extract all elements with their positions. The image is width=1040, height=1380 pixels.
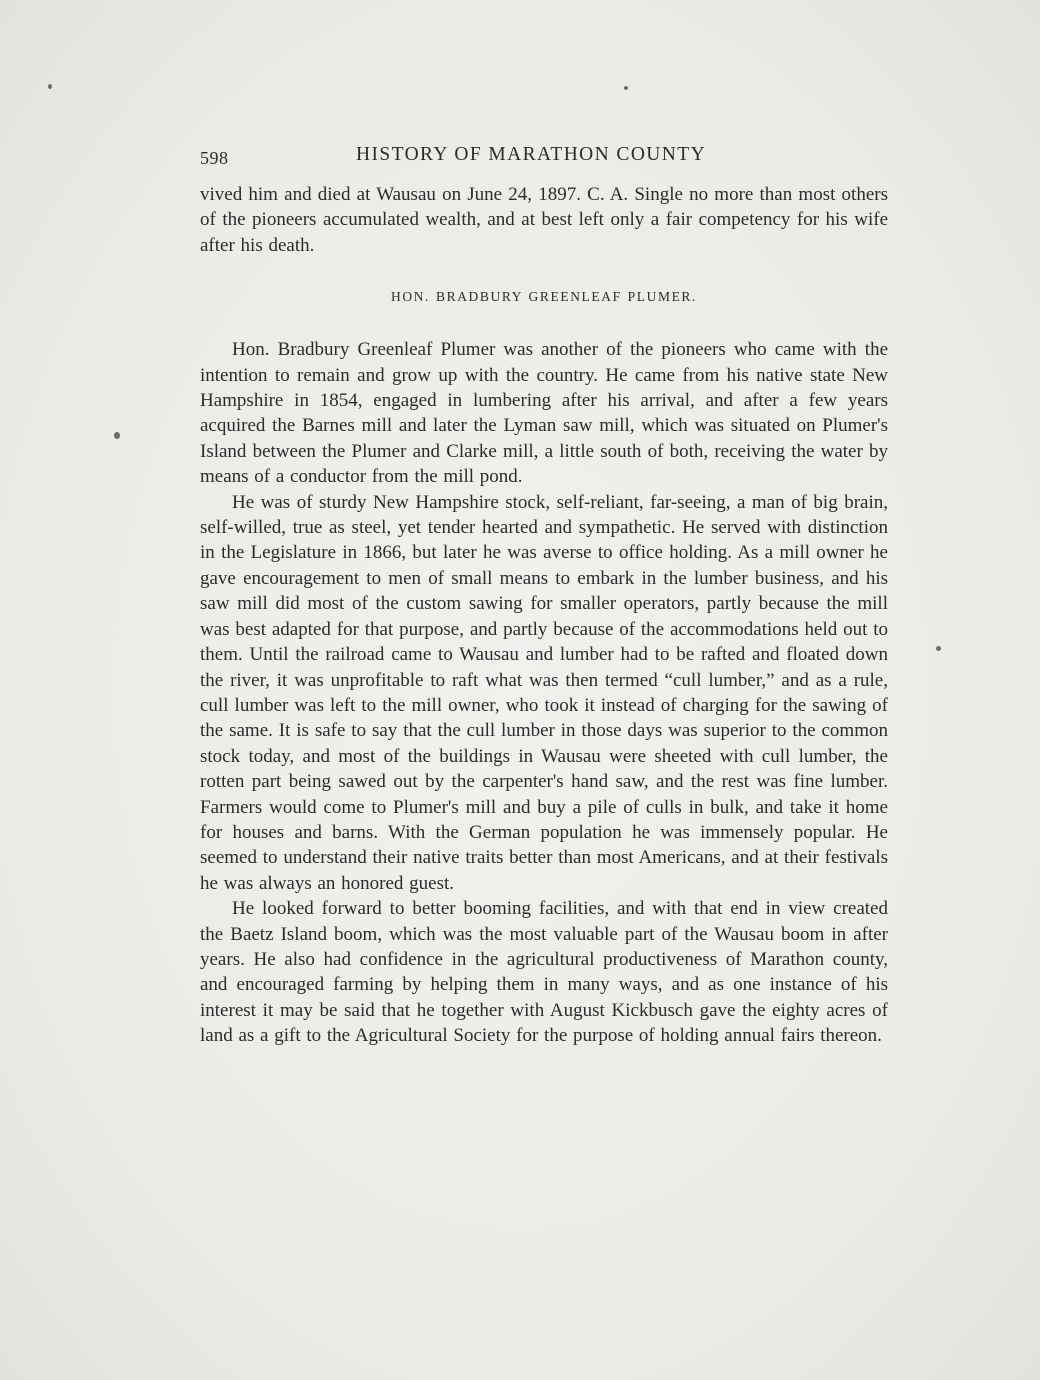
page-header [198,144,888,174]
paragraph: Hon. Bradbury Greenleaf Plumer was another of the pioneers who came with the intention to remain and grow up with the country. He came from his native state New Hampshire in 1854, engaged in lumbering after his arrival, and after a few years acquired the Barnes mill and later the Lyman saw mill, which was situated on Plumer's Island between the Plumer and Clarke mill, a little south of both, receiving the water by means of a conductor from the mill pond. [200,339,888,488]
paper-speck [936,646,941,651]
section-heading: HON. BRADBURY GREENLEAF PLUMER. [391,289,697,305]
paper-speck [48,84,52,89]
paper-speck [114,432,120,439]
running-title: HISTORY OF MARATHON COUNTY [356,144,707,165]
paper-speck [624,86,628,90]
intro-paragraph: vived him and died at Wausau on June 24, 1897. C. A. Single no more than most others of the pioneers accumulated wealth, and at best left only a fair competency for his wife after his death. [200,184,888,256]
paragraph: He looked forward to better booming facilities, and with that end in view created the Baetz Island boom, which was the most valuable part of the Wausau boom in after years. He also had confidence in the agricultural productiveness of Marathon county, and encouraged farming by helping them in many ways, and as one instance of his interest it may be said that he together with August Kickbusch gave the eighty acres of land as a gift to the Agricultural Society for the purpose of holding annual fairs thereon. [200,898,888,1047]
body-text [200,182,888,1049]
paragraph: He was of sturdy New Hampshire stock, self-reliant, far-seeing, a man of big brain, self-willed, true as steel, yet tender hearted and sympathetic. He served with distinction in the Legislature in 1866, but later he was averse to office holding. As a mill owner he gave encouragement to men of small means to embark in the lumber business, and his saw mill did most of the custom sawing for smaller operators, partly because the mill was best adapted for that purpose, and partly because of the accommodations held out to them. Until the railroad came to Wausau and lumber had to be rafted and floated down the river, it was unprofitable to raft what was then termed “cull lumber,” and as a rule, cull lumber was left to the mill owner, who took it instead of charging for the sawing of the same. It is safe to say that the cull lumber in those days was superior to the common stock today, and most of the buildings in Wausau were sheeted with cull lumber, the rotten part being sawed out by the carpenter's hand saw, and the rest was fine lumber. Farmers would come to Plumer's mill and buy a pile of culls in bulk, and take it home for houses and barns. With the German population he was immensely popular. He seemed to understand their native traits better than most Americans, and at their festivals he was always an honored guest. [200,491,888,894]
page-number: 598 [200,148,229,168]
